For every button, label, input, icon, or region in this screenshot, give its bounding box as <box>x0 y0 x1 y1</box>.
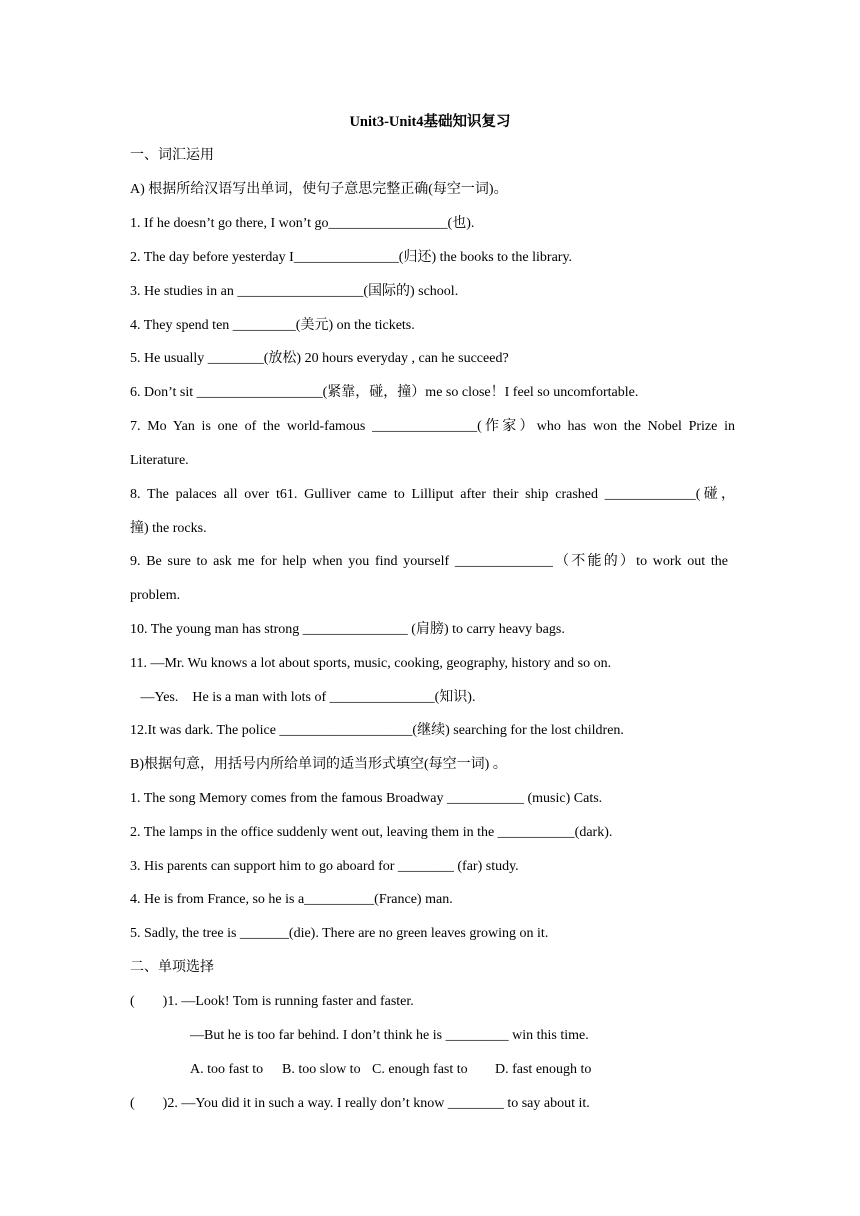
question-line-continued: problem. <box>130 588 181 603</box>
mc-option-b: B. too slow to <box>282 1062 361 1077</box>
question-line-continued: Literature. <box>130 453 189 468</box>
question-line-reply: —Yes. He is a man with lots of _______________(知识). <box>130 690 476 705</box>
section-heading-multiple-choice: 二、单项选择 <box>130 960 214 975</box>
mc-option-c: C. enough fast to <box>372 1062 468 1077</box>
mc-option-d: D. fast enough to <box>495 1062 592 1077</box>
part-a-instruction: A) 根据所给汉语写出单词，使句子意思完整正确(每空一词)。 <box>130 182 508 197</box>
question-line: 2. The lamps in the office suddenly went out, leaving them in the ___________(dark). <box>130 825 613 840</box>
question-line: 9. Be sure to ask me for help when you find yourself ______________（不能的）to work out the <box>130 554 728 569</box>
question-line: 8. The palaces all over t61. Gulliver came to Lilliput after their ship crashed _____________(碰， <box>130 487 735 502</box>
question-line: 2. The day before yesterday I_______________(归还) the books to the library. <box>130 250 573 265</box>
question-line: 7. Mo Yan is one of the world-famous _______________(作家）who has won the Nobel Prize in <box>130 419 735 434</box>
question-line: 5. He usually ________(放松) 20 hours everyday , can he succeed? <box>130 351 509 366</box>
question-line: 10. The young man has strong _______________ (肩膀) to carry heavy bags. <box>130 622 565 637</box>
question-line-continued: 撞) the rocks. <box>130 521 207 536</box>
question-line: 3. He studies in an __________________(国际的) school. <box>130 284 459 299</box>
mc-question-reply: —But he is too far behind. I don’t think he is _________ win this time. <box>190 1028 589 1043</box>
mc-option-a: A. too fast to <box>190 1062 264 1077</box>
question-line: 6. Don’t sit __________________(紧靠，碰，撞）me so close！I feel so uncomfortable. <box>130 385 639 400</box>
question-line: 4. He is from France, so he is a__________(France) man. <box>130 892 453 907</box>
question-line: 4. They spend ten _________(美元) on the tickets. <box>130 318 415 333</box>
section-heading-vocabulary: 一、词汇运用 <box>130 148 214 163</box>
question-line: 3. His parents can support him to go aboard for ________ (far) study. <box>130 859 519 874</box>
page-title: Unit3-Unit4基础知识复习 <box>349 114 511 130</box>
question-line: 1. The song Memory comes from the famous Broadway ___________ (music) Cats. <box>130 791 603 806</box>
part-b-instruction: B)根据句意，用括号内所给单词的适当形式填空(每空一词) 。 <box>130 757 507 772</box>
question-line: 12.It was dark. The police ___________________(继续) searching for the lost children. <box>130 723 624 738</box>
question-line: 1. If he doesn’t go there, I won’t go_________________(也). <box>130 216 475 231</box>
mc-question-stem: ( )2. —You did it in such a way. I really don’t know ________ to say about it. <box>130 1096 590 1111</box>
question-line: 5. Sadly, the tree is _______(die). There are no green leaves growing on it. <box>130 926 549 941</box>
mc-question-stem: ( )1. —Look! Tom is running faster and faster. <box>130 994 414 1009</box>
question-line: 11. —Mr. Wu knows a lot about sports, music, cooking, geography, history and so on. <box>130 656 612 671</box>
